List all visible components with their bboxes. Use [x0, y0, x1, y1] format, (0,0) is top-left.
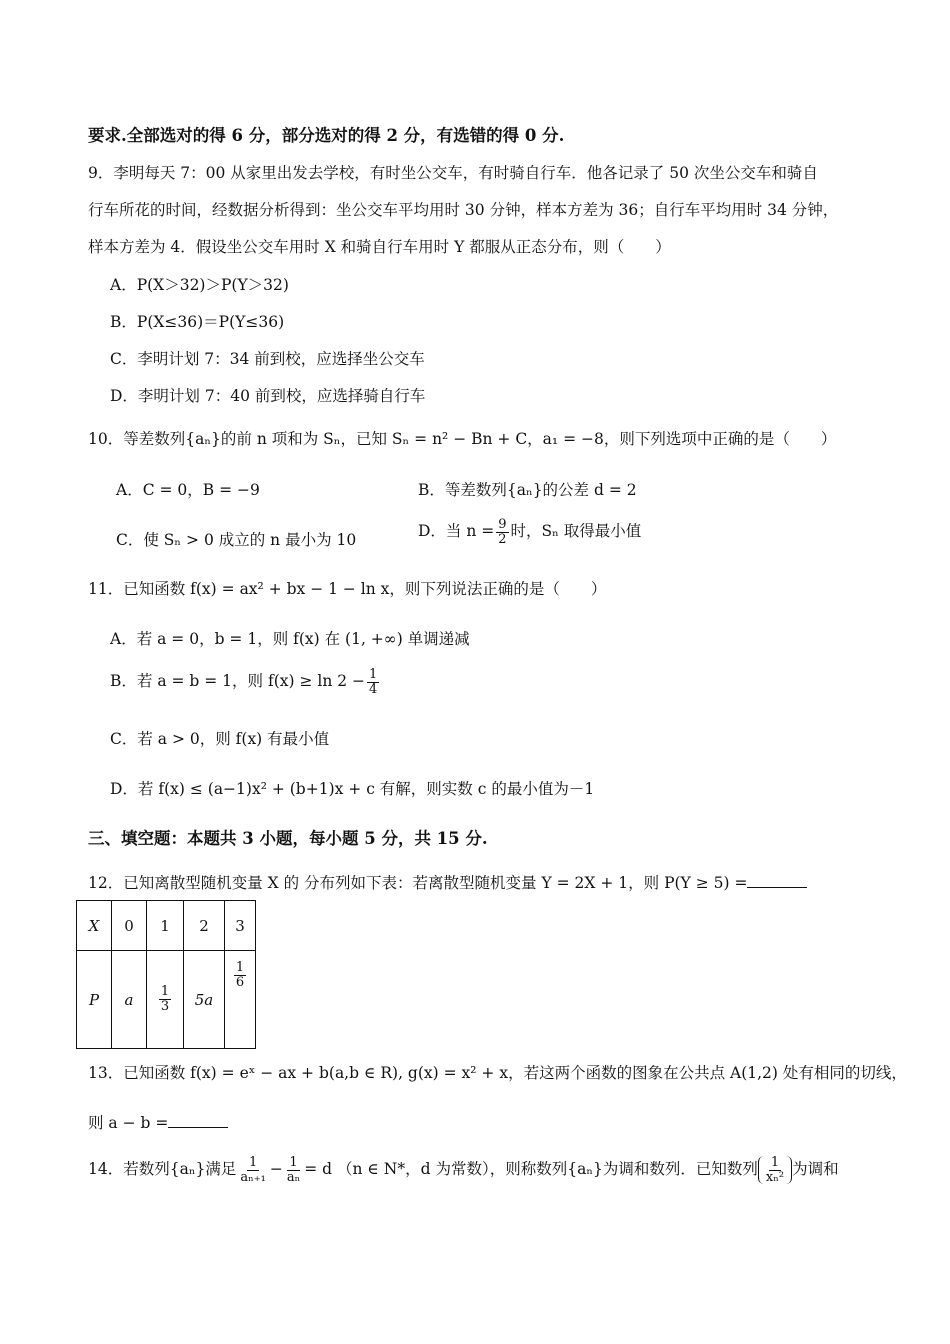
q9-option-c: C．李明计划 7：34 前到校，应选择坐公交车 [110, 350, 425, 368]
distribution-table [76, 900, 256, 1049]
q14-fraction-2 [285, 1156, 302, 1184]
q13-stem-line1: 13．已知函数 f(x) = eˣ − ax + b(a,b ∈ R), g(x) = x² + x，若这两个函数的图象在公共点 A(1,2) 处有相同的切线， [88, 1064, 907, 1082]
p3-numerator: 1 [235, 960, 245, 975]
q14-f3-denominator: xₙ² [765, 1169, 785, 1185]
q10-d-numerator: 9 [498, 517, 507, 532]
table-cell: a [112, 951, 147, 1049]
q10-stem: 10．等差数列{aₙ}的前 n 项和为 Sₙ，已知 Sₙ = n² − Bn + C，a₁ = −8，则下列选项中正确的是（ ） [88, 430, 837, 448]
q11-b-numerator: 1 [369, 667, 378, 682]
q11-option-c: C．若 a > 0，则 f(x) 有最小值 [110, 730, 330, 748]
q10-option-d-prefix: D．当 n = [418, 522, 495, 541]
q9-option-a: A．P(X＞32)＞P(Y＞32) [110, 276, 289, 294]
q9-option-b: B．P(X≤36)＝P(Y≤36) [110, 313, 285, 331]
q13-stem-line2 [88, 1113, 228, 1133]
q9-stem-line2: 行车所花的时间，经数据分析得到：坐公交车平均用时 30 分钟，样本方差为 36；自行车平均用时 34 分钟， [88, 201, 839, 219]
q13-stem-text: 则 a − b = [88, 1114, 169, 1132]
q10-option-c: C．使 Sₙ > 0 成立的 n 最小为 10 [116, 531, 357, 549]
q10-option-a: A．C = 0，B = −9 [116, 481, 260, 499]
table-row-p [77, 951, 256, 1049]
section-three-heading: 三、填空题：本题共 3 小题，每小题 5 分，共 15 分. [88, 829, 488, 848]
q14-f2-denominator: aₙ [286, 1169, 301, 1185]
q14-minus: − [269, 1160, 283, 1179]
table-cell: X [77, 901, 112, 951]
q14-middle: = d （n ∈ N*，d 为常数），则称数列{aₙ}为调和数列．已知数列 [304, 1160, 758, 1179]
q11-option-b [110, 668, 381, 696]
p1-fraction [159, 985, 171, 1013]
table-cell: 2 [184, 901, 225, 951]
q14-f1-numerator: 1 [248, 1155, 258, 1170]
q14-prefix: 14．若数列{aₙ}满足 [88, 1160, 237, 1179]
q12-answer-blank[interactable] [747, 873, 807, 888]
q14-f1-denominator: aₙ₊₁ [240, 1169, 266, 1185]
p1-numerator: 1 [160, 984, 170, 1000]
p3-denominator: 6 [235, 974, 245, 990]
q11-b-denominator: 4 [369, 681, 378, 697]
q9-stem-line3: 样本方差为 4．假设坐公交车用时 X 和骑自行车用时 Y 都服从正态分布，则（ ） [88, 238, 671, 256]
p3-fraction [234, 961, 246, 989]
table-row-x [77, 901, 256, 951]
q11-option-a: A．若 a = 0，b = 1，则 f(x) 在 (1, +∞) 单调递减 [110, 630, 470, 648]
table-cell: P [77, 951, 112, 1049]
q14-fraction-1 [238, 1156, 267, 1184]
q14-f2-numerator: 1 [289, 1155, 298, 1170]
table-cell: 5a [184, 951, 225, 1049]
q10-d-denominator: 2 [498, 531, 507, 547]
table-cell: 3 [225, 901, 256, 951]
table-cell [225, 951, 256, 1049]
q14-fraction-3 [764, 1156, 786, 1184]
q11-b-fraction [367, 668, 379, 696]
q10-d-fraction [496, 518, 508, 546]
p1-denominator: 3 [160, 999, 170, 1014]
q11-option-d: D．若 f(x) ≤ (a−1)x² + (b+1)x + c 有解，则实数 c 的最小值为－1 [110, 780, 595, 798]
table-cell: 0 [112, 901, 147, 951]
table-cell: 1 [147, 901, 184, 951]
q9-option-d: D．李明计划 7：40 前到校，应选择骑自行车 [110, 387, 426, 405]
q14-sequence-brace [758, 1156, 792, 1184]
q12-stem [88, 873, 807, 893]
q11-option-b-text: B．若 a = b = 1，则 f(x) ≥ ln 2 − [110, 672, 366, 691]
q12-stem-text: 12．已知离散型随机变量 X 的 分布列如下表：若离散型随机变量 Y = 2X + 1，则 P(Y ≥ 5) = [88, 874, 748, 892]
q14-f3-numerator: 1 [770, 1155, 780, 1170]
q14-suffix: 为调和 [792, 1160, 839, 1179]
scoring-note: 要求.全部选对的得 6 分，部分选对的得 2 分，有选错的得 0 分. [88, 126, 565, 145]
q14-stem [88, 1156, 839, 1184]
q11-stem: 11．已知函数 f(x) = ax² + bx − 1 − ln x，则下列说法正确的是（ ） [88, 580, 607, 598]
q10-option-d-suffix: 时，Sₙ 取得最小值 [510, 522, 642, 541]
q10-option-d [418, 518, 641, 546]
table-cell [147, 951, 184, 1049]
q9-stem-line1: 9．李明每天 7：00 从家里出发去学校，有时坐公交车，有时骑自行车．他各记录了 50 次坐公交车和骑自 [88, 164, 818, 182]
q10-option-b: B．等差数列{aₙ}的公差 d = 2 [418, 481, 637, 499]
q13-answer-blank[interactable] [168, 1113, 228, 1128]
